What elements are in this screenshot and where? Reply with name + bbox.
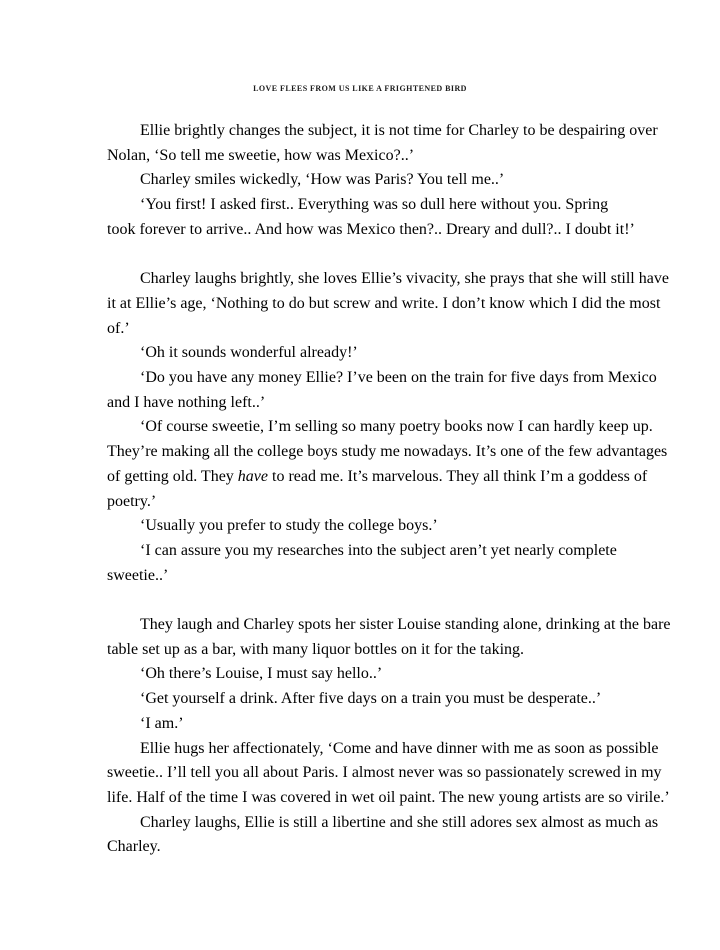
text-line: Ellie hugs her affectionately, ‘Come and have dinner with me as soon as possible <box>140 739 659 757</box>
text-line: Ellie brightly changes the subject, it is not time for Charley to be despairing over <box>140 122 658 139</box>
text-line: ‘Of course sweetie, I’m selling so many poetry books now I can hardly keep up. <box>140 418 653 436</box>
text-line: ‘Oh there’s Louise, I must say hello..’ <box>140 665 383 683</box>
text-line: took forever to arrive.. And how was Mexico then?.. Dreary and dull?.. I doubt it!’ <box>107 220 635 238</box>
paragraph <box>107 193 635 242</box>
text-line: of.’ <box>107 319 130 337</box>
text-line: ‘Do you have any money Ellie? I’ve been on the train for five days from Mexico <box>140 369 657 387</box>
paragraph <box>107 811 659 860</box>
text-line: Charley. <box>107 838 161 856</box>
paragraph <box>107 539 619 588</box>
text-line: Charley laughs, Ellie is still a libertine and she still adores sex almost as much as <box>140 813 659 831</box>
text-line: ‘I can assure you my researches into the subject aren’t yet nearly complete <box>140 541 617 559</box>
text-line: of getting old. They have to read me. It’s marvelous. They all think I’m a goddess of <box>107 467 648 485</box>
paragraph <box>107 712 619 737</box>
text-line: life. Half of the time I was covered in wet oil paint. The new young artists are so virile.’ <box>107 788 670 806</box>
paragraph <box>107 341 619 366</box>
text-line: ‘Usually you prefer to study the college boys.’ <box>140 517 438 535</box>
paragraph <box>107 366 657 415</box>
text-line: sweetie.. I’ll tell you all about Paris. I almost never was so passionately screwed in my <box>107 764 662 782</box>
text-line: ‘I am.’ <box>140 714 184 732</box>
paragraph <box>107 119 658 168</box>
paragraph <box>107 662 619 687</box>
text-line: They laugh and Charley spots her sister Louise standing alone, drinking at the bare <box>140 616 671 634</box>
paragraph <box>107 168 619 193</box>
document-body <box>107 119 671 860</box>
text-line: They’re making all the college boys study me nowadays. It’s one of the few advantages <box>107 443 668 461</box>
paragraph <box>107 737 670 811</box>
paragraph <box>107 613 671 662</box>
text-line: ‘Get yourself a drink. After five days on a train you must be desperate..’ <box>140 690 602 708</box>
text-line: Charley smiles wickedly, ‘How was Paris? You tell me..’ <box>140 171 505 189</box>
paragraph <box>107 514 619 539</box>
paragraph <box>107 687 619 712</box>
paragraph <box>107 415 668 514</box>
text-line: ‘Oh it sounds wonderful already!’ <box>140 344 358 362</box>
paragraph <box>107 267 669 341</box>
text-line: Charley laughs brightly, she loves Ellie’s vivacity, she prays that she will still have <box>140 270 669 288</box>
text-line: Nolan, ‘So tell me sweetie, how was Mexico?..’ <box>107 146 415 164</box>
text-line: poetry.’ <box>107 492 157 510</box>
page-title: LOVE FLEES FROM US LIKE A FRIGHTENED BIRD <box>253 84 467 93</box>
text-line: ‘You first! I asked first.. Everything was so dull here without you. Spring <box>140 196 609 214</box>
text-line: and I have nothing left..’ <box>107 393 266 411</box>
text-line: it at Ellie’s age, ‘Nothing to do but screw and write. I don’t know which I did the most <box>107 294 661 312</box>
text-line: sweetie..’ <box>107 566 169 584</box>
text-line: table set up as a bar, with many liquor bottles on it for the taking. <box>107 640 525 658</box>
